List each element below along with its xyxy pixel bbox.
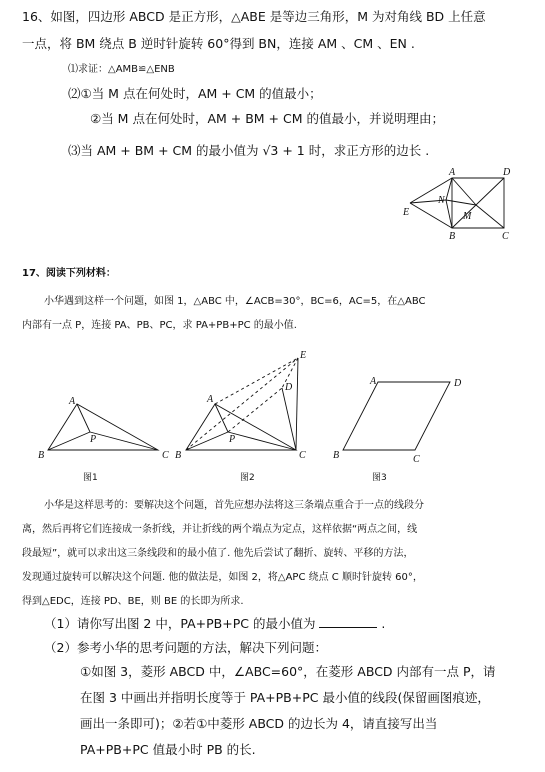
fig1-label-c: C [162,450,169,461]
figure-1 [48,404,158,450]
q16-line2: 一点，将 BM 绕点 B 逆时针旋转 60°得到 BN，连接 AM 、CM 、EN . [22,36,415,51]
q17-question2a-line1: ①如图 3，菱形 ABCD 中，∠ABC=60°，在菱形 ABCD 内部有一点 P，请 [80,664,496,679]
fig3-label-b: B [333,450,340,461]
segment-nm [446,200,476,205]
q16-label-d: D [503,167,511,178]
answer-blank[interactable] [319,616,377,628]
diagonal-bd [452,178,504,228]
fig1-caption: 图1 [83,473,98,483]
fig1-label-a: A [69,396,76,407]
q16-label-e: E [403,207,410,218]
square-abcd [452,178,504,228]
q16-part2a: ⑵①当 M 点在何处时，AM + CM 的值最小； [68,86,322,101]
q16-label-b: B [449,231,456,242]
fig2-label-e: E [300,350,307,361]
fig3-label-a: A [370,376,377,387]
segment-eb [410,203,452,228]
q17-think1: 小华是这样思考的：要解决这个问题，首先应想办法将这三条端点重合于一点的线段分 [44,500,424,511]
q16-part2b: ②当 M 点在何处时，AM + BM + CM 的值最小，并说明理由； [90,111,444,126]
figure-2 [186,358,298,450]
segment-cm [476,205,504,228]
q17-think5: 得到△EDC，连接 PD、BE，则 BE 的长即为所求. [22,596,244,607]
fig2-caption: 图2 [240,473,255,483]
q16-part1: ⑴求证：△AMB≌△ENB [68,64,175,75]
segment-am [452,178,476,205]
fig2-label-a: A [207,394,214,405]
figure-2-dashed [186,358,298,450]
q17-think2: 离，然后再将它们连接成一条折线，并让折线的两个端点为定点，这样依据“两点之间，线 [22,524,418,535]
q16-label-n: N [438,195,445,206]
q17-think3: 段最短”，就可以求出这三条线段和的最小值了. 他先后尝试了翻折、旋转、平移的方法， [22,548,414,559]
q17-title: 17、阅读下列材料： [22,268,116,279]
segment-an [446,178,452,200]
q17-question1-text: （1）请你写出图 2 中，PA+PB+PC 的最小值为 [44,616,316,631]
fig3-label-d: D [454,378,462,389]
q16-part3: ⑶当 AM + BM + CM 的最小值为 √3 + 1 时，求正方形的边长 . [68,143,430,158]
q17-think4: 发现通过旋转可以解决这个问题. 他的做法是，如图 2，将△APC 绕点 C 顺时针旋转 60°， [22,572,423,583]
fig2-label-c: C [299,450,306,461]
fig2-label-p: P [229,434,236,445]
segment-ae [410,178,452,203]
segment-bn [446,200,452,228]
fig1-label-b: B [38,450,45,461]
fig3-label-c: C [413,454,420,465]
q17-intro1: 小华遇到这样一个问题，如图 1，△ABC 中，∠ACB=30°，BC=6，AC=5，在△ABC [44,296,426,307]
fig3-caption: 图3 [372,473,387,483]
fig1-label-p: P [90,434,97,445]
q17-intro2: 内部有一点 P，连接 PA、PB、PC，求 PA+PB+PC 的最小值. [22,320,297,331]
q17-question2: （2）参考小华的思考问题的方法，解决下列问题： [44,640,327,655]
q16-label-c: C [502,231,509,242]
q17-question1 [44,616,385,632]
q16-label-a: A [449,167,456,178]
q16-label-m: M [463,211,472,222]
q17-question2a-line2: 在图 3 中画出并指明长度等于 PA+PB+PC 最小值的线段(保留画图痕迹， [80,690,490,705]
q17-question2a-line4: PA+PB+PC 值最小时 PB 的长. [80,742,256,757]
q17-question1-end: . [381,616,386,631]
figure-3 [343,382,450,450]
fig2-label-d: D [285,382,293,393]
fig2-label-b: B [175,450,182,461]
q17-question2a-line3: 画出一条即可)；②若①中菱形 ABCD 的边长为 4，请直接写出当 [80,716,438,731]
q16-line1: 16、如图，四边形 ABCD 是正方形，△ABE 是等边三角形，M 为对角线 BD 上任意 [22,9,486,24]
